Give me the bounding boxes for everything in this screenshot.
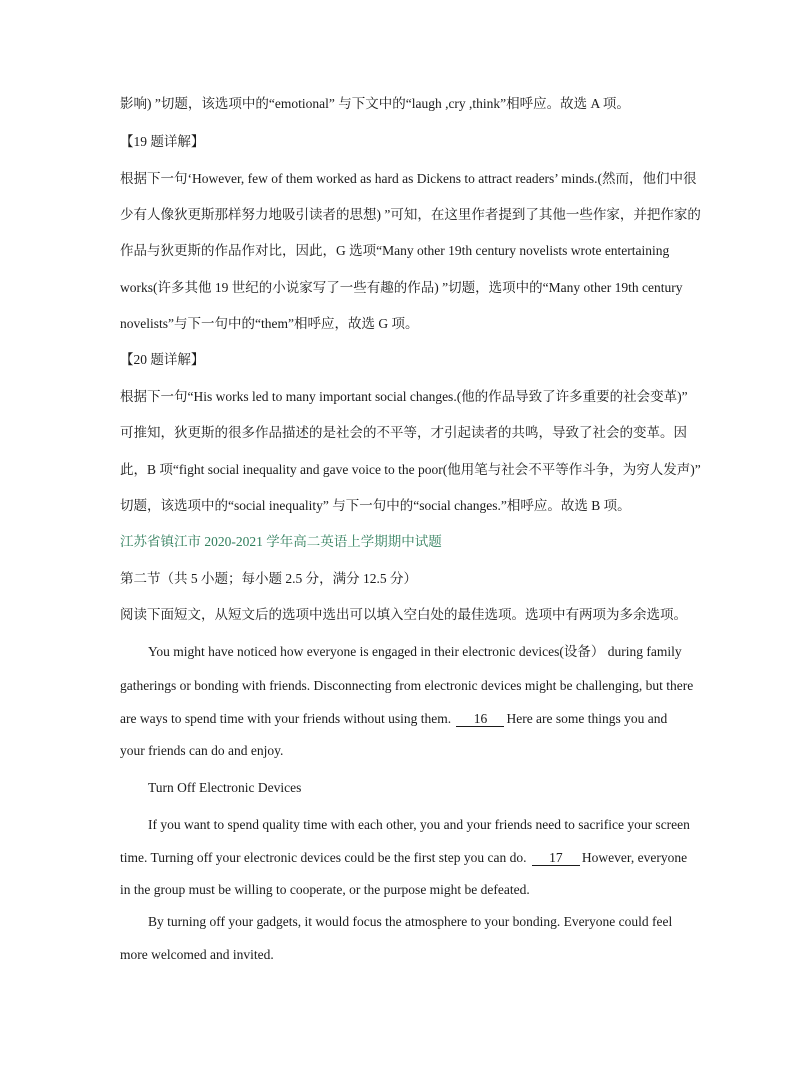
- answer-19-line-1: 根据下一句‘However, few of them worked as hard as Dickens to attract readers’ minds.(然而，他们中很: [120, 171, 697, 186]
- passage-p3-line-1: By turning off your gadgets, it would focus the atmosphere to your bonding. Everyone could feel: [148, 914, 673, 929]
- passage-p1-line-2: gatherings or bonding with friends. Disconnecting from electronic devices might be challenging, but there: [120, 678, 694, 693]
- passage-p1-line-3: [120, 710, 730, 728]
- heading-19-detail: 【19 题详解】: [120, 134, 205, 149]
- answer-19-line-5: novelists”与下一句中的“them”相呼应，故选 G 项。: [120, 316, 419, 331]
- blank-16[interactable]: 16: [456, 711, 504, 727]
- blank-17[interactable]: 17: [532, 850, 580, 866]
- passage-p1-line-3-pre: are ways to spend time with your friends without using them.: [120, 711, 455, 726]
- passage-p3-line-2: more welcomed and invited.: [120, 947, 274, 962]
- answer-19-line-4: works(许多其他 19 世纪的小说家写了一些有趣的作品) ”切题，选项中的“Many other 19th century: [120, 280, 683, 295]
- answer-18-end: 影响) ”切题，该选项中的“emotional” 与下文中的“laugh ,cry ,think”相呼应。故选 A 项。: [120, 96, 630, 111]
- passage-p1-line-4: your friends can do and enjoy.: [120, 743, 284, 758]
- passage-p1-line-1: You might have noticed how everyone is engaged in their electronic devices(设备） during family: [148, 644, 682, 659]
- passage-p2-line-2-pre: time. Turning off your electronic devices could be the first step you can do.: [120, 850, 530, 865]
- answer-20-line-3: 此，B 项“fight social inequality and gave voice to the poor(他用笔与社会不平等作斗争，为穷人发声)”: [120, 462, 701, 477]
- source-title: 江苏省镇江市 2020-2021 学年高二英语上学期期中试题: [120, 534, 442, 549]
- passage-p2-line-3: in the group must be willing to cooperate, or the purpose might be defeated.: [120, 882, 530, 897]
- section-heading: 第二节（共 5 小题；每小题 2.5 分，满分 12.5 分）: [120, 571, 417, 586]
- instruction-text: 阅读下面短文，从短文后的选项中选出可以填入空白处的最佳选项。选项中有两项为多余选项。: [120, 607, 687, 622]
- passage-p1-line-3-post: Here are some things you and: [506, 711, 668, 726]
- answer-20-line-2: 可推知，狄更斯的很多作品描述的是社会的不平等，才引起读者的共鸣，导致了社会的变革。因: [120, 425, 687, 440]
- passage-subheading: Turn Off Electronic Devices: [148, 780, 302, 795]
- answer-20-line-1: 根据下一句“His works led to many important social changes.(他的作品导致了许多重要的社会变革)”: [120, 389, 688, 404]
- passage-p2-line-1: If you want to spend quality time with each other, you and your friends need to sacrifice your screen: [148, 817, 690, 832]
- passage-p2-line-2-post: However, everyone: [581, 850, 688, 865]
- heading-20-detail: 【20 题详解】: [120, 352, 205, 367]
- answer-20-line-4: 切题，该选项中的“social inequality” 与下一句中的“social changes.”相呼应。故选 B 项。: [120, 498, 631, 513]
- answer-19-line-3: 作品与狄更斯的作品作对比，因此，G 选项“Many other 19th century novelists wrote entertaining: [120, 243, 670, 258]
- passage-p2-line-2: [120, 849, 730, 867]
- answer-19-line-2: 少有人像狄更斯那样努力地吸引读者的思想) ”可知，在这里作者提到了其他一些作家，并把作家的: [120, 207, 701, 222]
